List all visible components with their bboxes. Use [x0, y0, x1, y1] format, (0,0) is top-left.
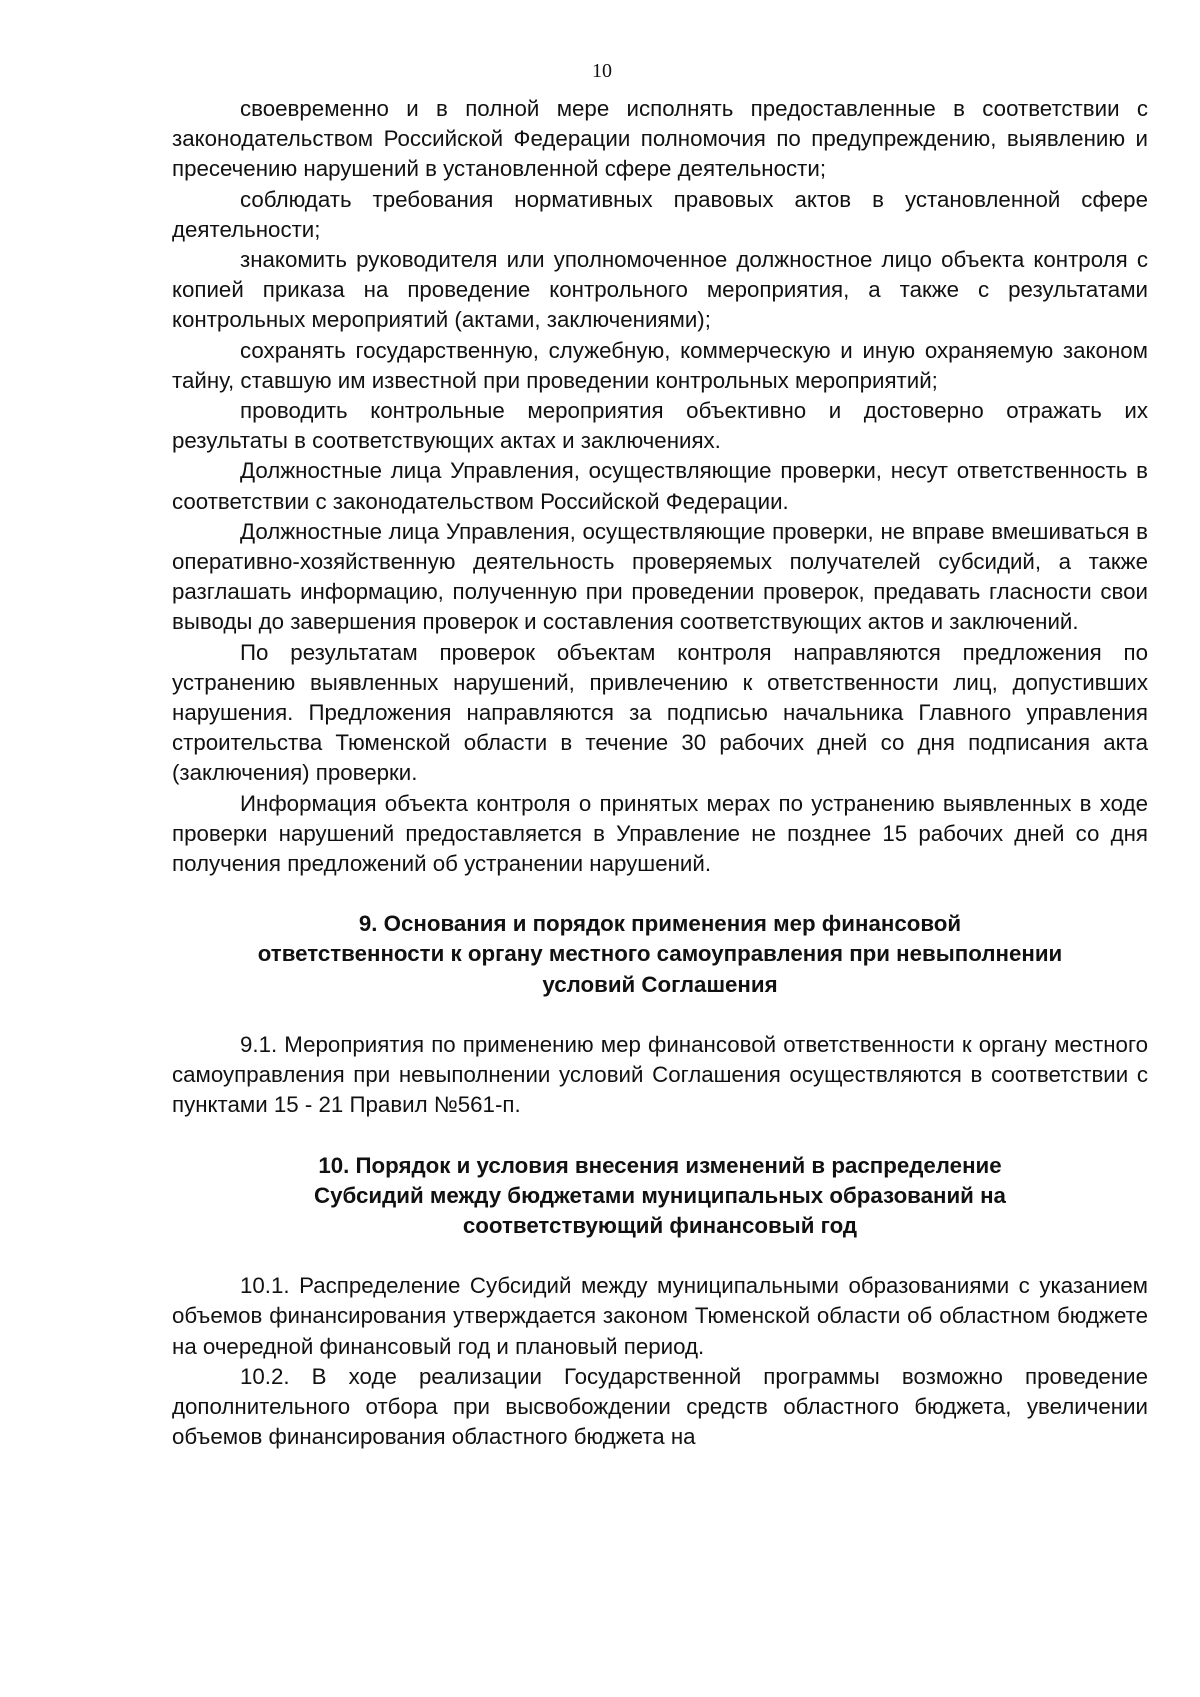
heading-line: 9. Основания и порядок применения мер финансовой: [358, 911, 962, 937]
paragraph: соблюдать требования нормативных правовых актов в установленной сфере деятельности;: [172, 186, 1148, 242]
paragraph-10-1: 10.1. Распределение Субсидий между муниципальными образованиями с указанием объемов финансирования утверждается законом Тюменской области об областном бюджете на очередной финансовый год и плановый период.: [172, 1273, 1148, 1359]
paragraph: Должностные лица Управления, осуществляющие проверки, несут ответственность в соответствии с законодательством Российской Федерации.: [172, 458, 1148, 514]
heading-line: условий Соглашения: [542, 971, 778, 997]
heading-line: соответствующий финансовый год: [462, 1212, 858, 1238]
page-number: 10: [592, 60, 612, 82]
heading-line: Субсидий между бюджетами муниципальных образований на: [314, 1182, 1006, 1208]
paragraph: Должностные лица Управления, осуществляющие проверки, не вправе вмешиваться в оперативно-хозяйственную деятельность проверяемых получателей субсидий, а также разглашать информацию, полученную при проведении проверок, предавать гласности свои выводы до завершения проверок и составления соответствующих актов и заключений.: [172, 518, 1148, 635]
section-10: [172, 1151, 1148, 1453]
paragraph: знакомить руководителя или уполномоченное должностное лицо объекта контроля с копией приказа на проведение контрольного мероприятия, а также с результатами контрольных мероприятий (актами, заключениями);: [172, 247, 1148, 333]
section-9: [172, 909, 1148, 1120]
paragraph: проводить контрольные мероприятия объективно и достоверно отражать их результаты в соответствующих актах и заключениях.: [172, 398, 1148, 454]
section-10-heading: [172, 1151, 1148, 1242]
heading-line: ответственности к органу местного самоуправления при невыполнении: [257, 941, 1063, 967]
paragraph: Информация объекта контроля о принятых мерах по устранению выявленных в ходе проверки нарушений предоставляется в Управление не позднее 15 рабочих дней со дня получения предложений об устранении нарушений.: [172, 790, 1148, 877]
paragraph-9-1: 9.1. Мероприятия по применению мер финансовой ответственности к органу местного самоуправления при невыполнении условий Соглашения осуществляются в соответствии с пунктами 15 - 21 Правил №561-п.: [172, 1031, 1148, 1118]
paragraph-10-2: 10.2. В ходе реализации Государственной программы возможно проведение дополнительного отбора при высвобождении средств областного бюджета, увеличении объемов финансирования областного бюджета на: [172, 1363, 1148, 1450]
paragraph: сохранять государственную, служебную, коммерческую и иную охраняемую законом тайну, ставшую им известной при проведении контрольных мероприятий;: [172, 337, 1148, 393]
paragraph: своевременно и в полной мере исполнять предоставленные в соответствии с законодательством Российской Федерации полномочия по предупреждению, выявлению и пресечению нарушений в установленной сфере деятельности;: [172, 96, 1148, 182]
heading-line: 10. Порядок и условия внесения изменений в распределение: [318, 1152, 1002, 1178]
paragraph: По результатам проверок объектам контроля направляются предложения по устранению выявленных нарушений, привлечению к ответственности лиц, допустивших нарушения. Предложения направляются за подписью начальника Главного управления строительства Тюменской области в течение 30 рабочих дней со дня подписания акта (заключения) проверки.: [172, 639, 1148, 786]
section-9-heading: [172, 909, 1148, 1000]
